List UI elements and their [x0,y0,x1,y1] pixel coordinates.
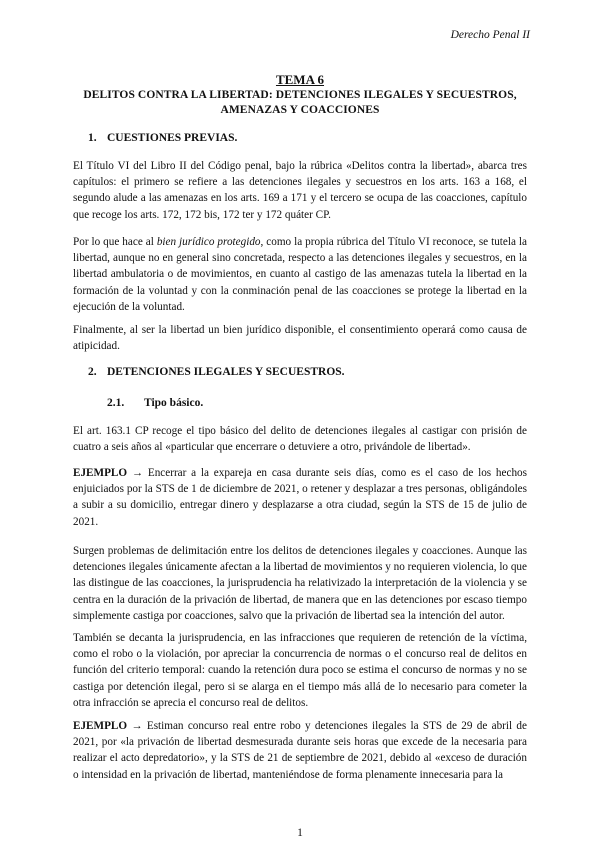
chapter-number: TEMA 6 [275,72,325,87]
subsection-number: 2.1. [107,397,125,409]
subsection-title: Tipo básico. [144,397,204,409]
example-label: EJEMPLO [73,720,128,732]
chapter-title: DELITOS CONTRA LA LIBERTAD: DETENCIONES ILEGALES Y SECUESTROS, AMENAZAS Y COACCIONES [83,89,517,116]
paragraph: Por lo que hace al bien jurídico protegido, como la propia rúbrica del Título VI reconoce, se tutela la libertad, aunque no en general sino concretada, respecto a las detenciones ilegales y secuestros, en la libertad ambulatoria o de movimientos, en cuanto al castigo de las amenazas tutela la libertad en la formación de la voluntad y con la conminación penal de las coacciones se protege la libertad en la ejecución de la voluntad. [73,236,527,313]
emphasis-text: bien jurídico protegido [156,236,261,248]
section-number: 2. [88,366,97,378]
section-title: CUESTIONES PREVIAS. [107,132,238,144]
section-heading-2 [88,366,345,378]
paragraph: El art. 163.1 CP recoge el tipo básico del delito de detenciones ilegales al castigar con prisión de cuatro a seis años al «particular que encerrare o detuviere a otro, privándole de libertad». [73,425,527,454]
paragraph: También se decanta la jurisprudencia, en las infracciones que requieren de retención de la víctima, como el robo o la violación, por apreciar la concurrencia de normas o el concurso real de delitos en función del criterio temporal: cuando la retención dura poco se estima el concurso de normas y no se castiga por detención ilegal, pero si se alarga en el tiempo más allá de lo necesario para cometer la otra infracción se aprecia el concurso real de delitos. [73,632,527,709]
example-paragraph: EJEMPLO → Estiman concurso real entre robo y detenciones ilegales la STS de 29 de abril de 2021, por «la privación de libertad desmesurada durante seis horas que excede de la necesaria para realizar el acto depredatorio», y la STS de 21 de septiembre de 2021, debido al «exceso de duración o intensidad en la privación de libertad, manteniéndose de forma plenamente innecesaria para la [73,720,527,781]
section-number: 1. [88,132,97,144]
section-heading-1 [88,132,237,144]
paragraph: El Título VI del Libro II del Código penal, bajo la rúbrica «Delitos contra la libertad», abarca tres capítulos: el primero se refiere a las detenciones ilegales y secuestros en los arts. 163 a 168, el segundo alude a las amenazas en los arts. 169 a 171 y el tercero se ocupa de las coacciones, capítulo que recoge los arts. 172, 172 bis, 172 ter y 172 quáter CP. [73,160,527,221]
paragraph: Finalmente, al ser la libertad un bien jurídico disponible, el consentimiento operará como causa de atipicidad. [73,324,527,353]
example-paragraph: EJEMPLO → Encerrar a la expareja en casa durante seis días, como es el caso de los hechos enjuiciados por la STS de 1 de diciembre de 2021, o retener y desplazar a tres personas, obligándoles a subir a su domicilio, entregar dinero y desplazarse a otra ciudad, según la STS de 15 de julio de 2021. [73,467,527,528]
section-title: DETENCIONES ILEGALES Y SECUESTROS. [107,366,345,378]
subsection-heading [107,397,203,409]
paragraph: Surgen problemas de delimitación entre los delitos de detenciones ilegales y coacciones. Aunque las detenciones ilegales únicamente afectan a la libertad de movimientos y no requieren violencia, lo que las distingue de las coacciones, la jurisprudencia ha relativizado la interpretación de la violencia y se centra en la duración de la privación de libertad, de manera que en las detenciones por escaso tiempo simplemente castiga por coacciones, salvo que la privación de libertad sea la intención del autor. [73,545,527,622]
example-label: EJEMPLO [73,467,128,479]
running-header: Derecho Penal II [450,29,530,41]
page-number: 1 [297,827,303,839]
